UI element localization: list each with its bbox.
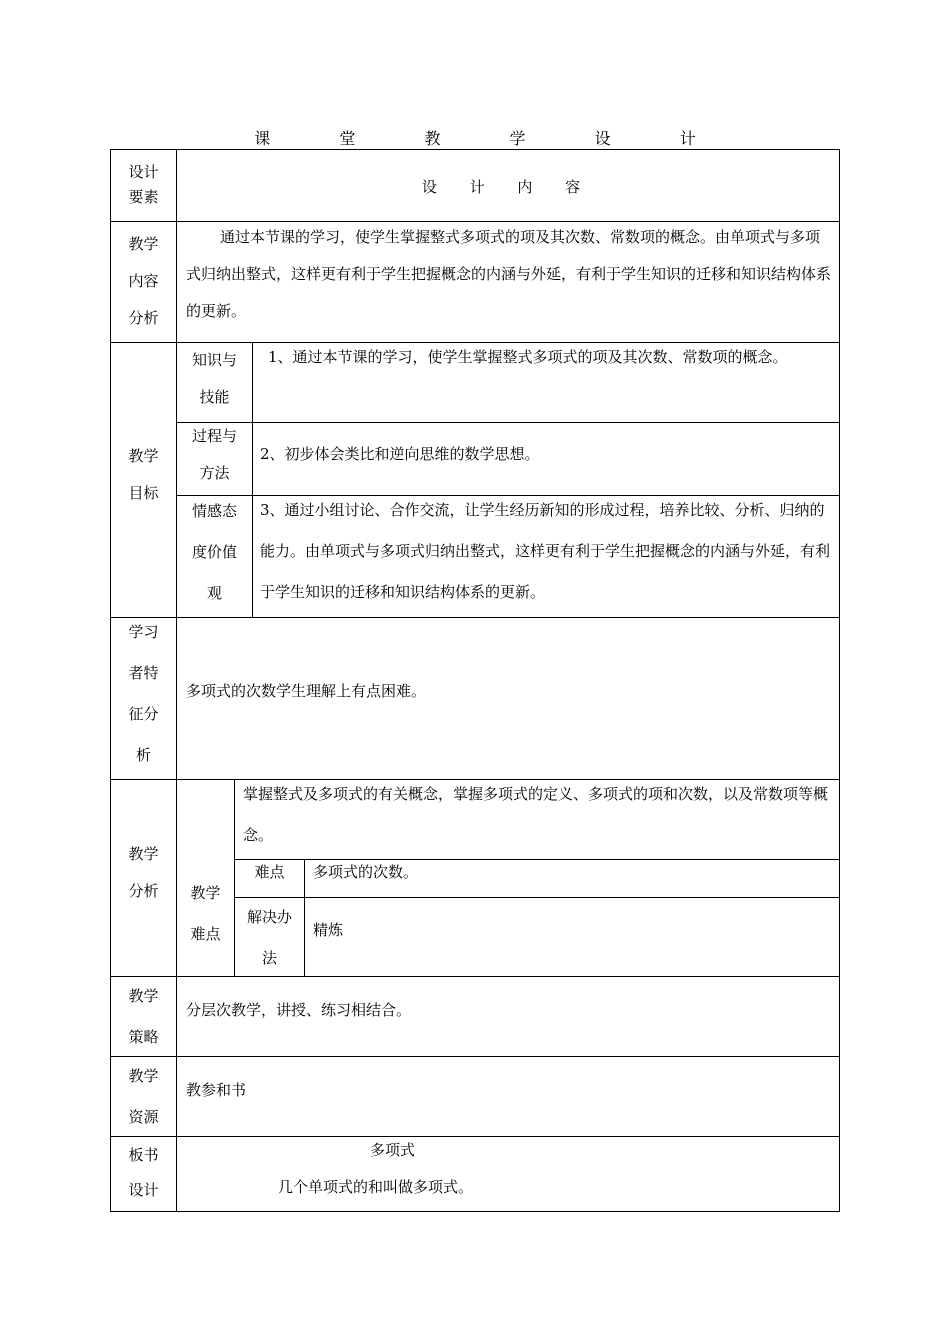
difficulty-name: 难点 bbox=[254, 863, 285, 881]
content-analysis-label: 教学内容分析 bbox=[128, 235, 159, 327]
content-analysis-text: 通过本节课的学习，使学生掌握整式多项式的项及其次数、常数项的概念。由单项式与多项式归纳出整式，这样更有利于学生把握概念的内涵与外延，有利于学生知识的迁移和知识结构体系的更新。 bbox=[186, 228, 832, 320]
resources-label: 教学资源 bbox=[128, 1067, 159, 1126]
goal-emotion-text: 3、通过小组讨论、合作交流，让学生经历新知的形成过程，培养比较、分析、归纳的能力。由单项式与多项式归纳出整式，这样更有利于学生把握概念的内涵与外延，有利于学生知识的迁移和知识结构体系的更新。 bbox=[260, 501, 831, 601]
solution-text: 精炼 bbox=[313, 921, 344, 939]
goal-knowledge-text: 1、通过本节课的学习，使学生掌握整式多项式的项及其次数、常数项的概念。 bbox=[268, 348, 788, 366]
solution-label: 解决办法 bbox=[246, 908, 292, 967]
goals-label: 教学目标 bbox=[128, 447, 159, 502]
goal-process-label: 过程与方法 bbox=[191, 427, 237, 482]
goal-process-text: 2、初步体会类比和逆向思维的数学思想。 bbox=[260, 445, 540, 463]
goal-knowledge-label: 知识与技能 bbox=[191, 351, 237, 406]
header-right-label: 设 计 内 容 bbox=[421, 178, 595, 196]
board-label: 板书设计 bbox=[128, 1146, 159, 1199]
learner-text: 多项式的次数学生理解上有点困难。 bbox=[186, 682, 427, 700]
board-heading: 多项式 bbox=[370, 1141, 416, 1159]
difficulty-text: 多项式的次数。 bbox=[313, 863, 419, 881]
board-text: 几个单项式的和叫做多项式。 bbox=[278, 1178, 474, 1196]
strategy-text: 分层次教学，讲授、练习相结合。 bbox=[186, 1001, 412, 1019]
difficulty-section-label: 教学难点 bbox=[190, 884, 221, 943]
analysis-label: 教学分析 bbox=[128, 845, 159, 900]
key-points-text: 掌握整式及多项式的有关概念，掌握多项式的定义、多项式的项和次数，以及常数项等概念。 bbox=[243, 785, 829, 844]
goal-emotion-label: 情感态度价值观 bbox=[191, 502, 237, 602]
header-left-label: 设计要素 bbox=[128, 163, 159, 206]
resources-text: 教参和书 bbox=[186, 1081, 247, 1099]
strategy-label: 教学策略 bbox=[128, 987, 159, 1046]
learner-label: 学习者特征分析 bbox=[128, 623, 159, 764]
page-title: 课 堂 教 学 设 计 bbox=[254, 129, 728, 148]
